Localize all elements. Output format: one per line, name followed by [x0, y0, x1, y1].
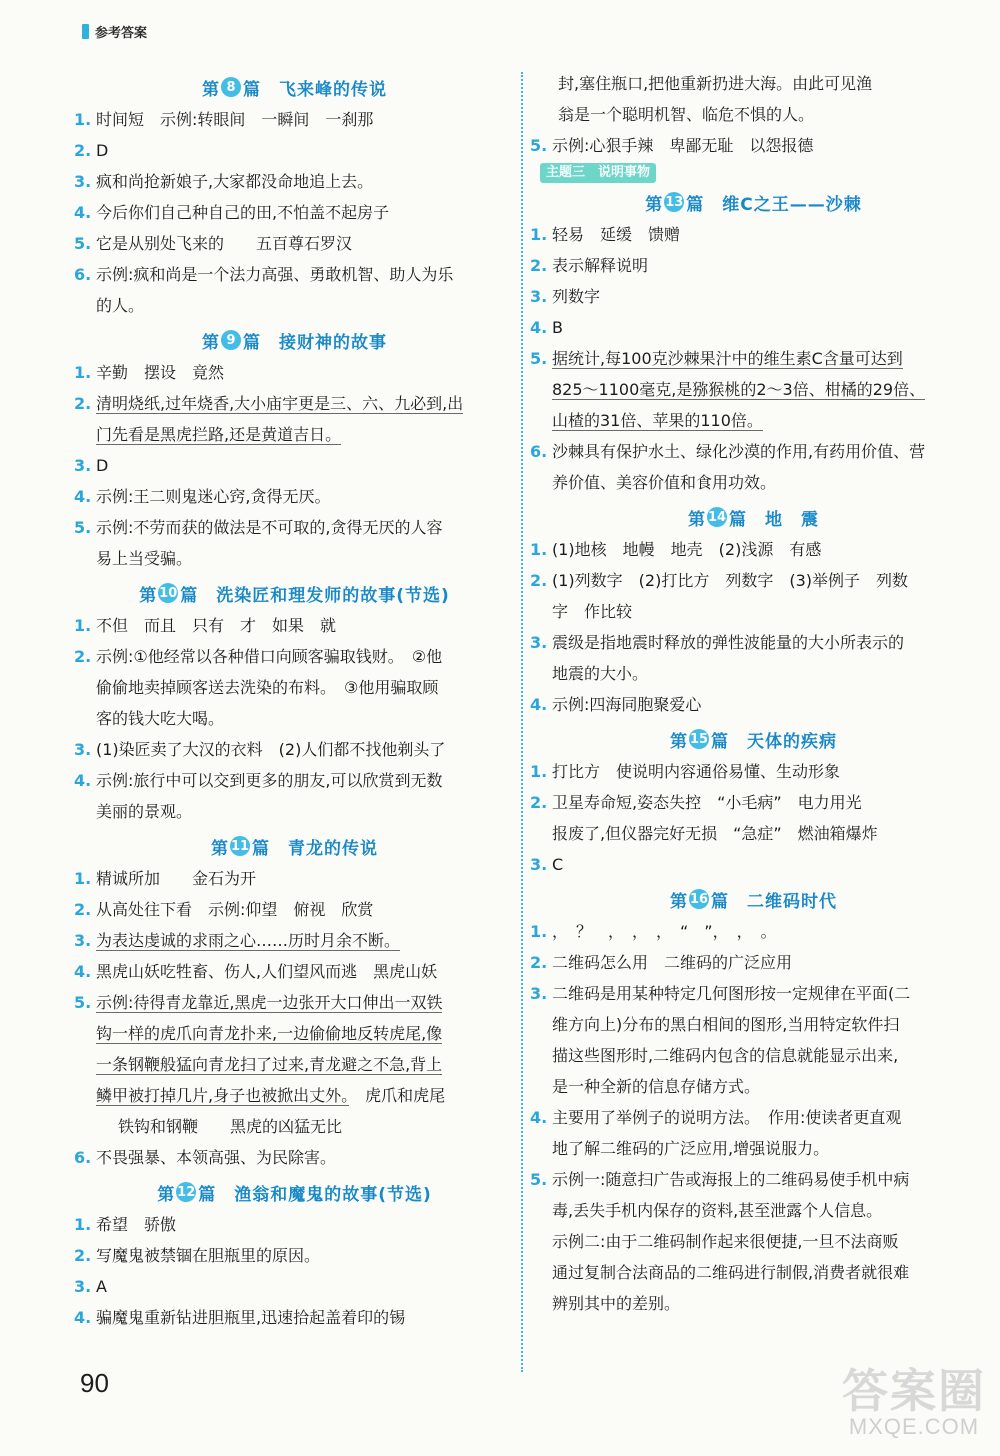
answer-item: 5. 示例一:随意扫广告或海报上的二维码易使手机中病 — [530, 1170, 910, 1189]
section-title: 第 10 篇 洗染匠和理发师的故事(节选) — [74, 578, 514, 608]
unit-label: 主题三 说明事物 — [540, 163, 656, 183]
answer-continuation: 字 作比较 — [552, 602, 633, 621]
section-name: 维C之王——沙棘 — [722, 194, 862, 215]
section-title: 第 9 篇 接财神的故事 — [74, 325, 514, 355]
section-title: 第 8 篇 飞来峰的传说 — [74, 72, 514, 102]
section-name: 飞来峰的传说 — [279, 79, 387, 100]
section-name: 洗染匠和理发师的故事(节选) — [216, 585, 450, 606]
answer-item: 4. 今后你们自己种自己的田,不怕盖不起房子 — [74, 203, 390, 222]
section-number-badge: 14 — [707, 507, 727, 527]
answer-item: 3. 二维码是用某种特定几何图形按一定规律在平面(二 — [530, 984, 911, 1003]
answer-item: 1. (1)地核 地幔 地壳 (2)浅源 有感 — [530, 540, 822, 559]
answer-continuation: 钩一样的虎爪向青龙扑来,一边偷偷地反转虎尾,像 — [96, 1024, 443, 1043]
section-title: 第 13 篇 维C之王——沙棘 — [530, 187, 976, 217]
header-label: 参考答案 — [95, 26, 148, 41]
answer-continuation: 翁是一个聪明机智、临危不惧的人。 — [558, 105, 815, 124]
section-number-badge: 15 — [689, 729, 709, 749]
answer-item: 4. 主要用了举例子的说明方法。 作用:使读者更直观 — [530, 1108, 902, 1127]
answer-item: 5. 示例:不劳而获的做法是不可取的,贪得无厌的人容 — [74, 518, 443, 537]
answer-item: 5. 据统计,每100克沙棘果汁中的维生素C含量可达到 — [530, 349, 903, 368]
section-number-badge: 11 — [230, 836, 250, 856]
answer-item: 1. 辛勤 摆设 竟然 — [74, 363, 225, 382]
answer-continuation: 山楂的31倍、苹果的110倍。 — [552, 411, 763, 430]
section-name: 渔翁和魔鬼的故事(节选) — [234, 1184, 432, 1205]
answer-item: 2. 卫星寿命短,姿态失控 “小毛病” 电力用光 — [530, 793, 862, 812]
section-number-badge: 8 — [221, 77, 241, 97]
answer-item: 2. 二维码怎么用 二维码的广泛应用 — [530, 953, 793, 972]
section-title: 第 15 篇 天体的疾病 — [530, 724, 976, 754]
answer-item: 4. 示例:旅行中可以交到更多的朋友,可以欣赏到无数 — [74, 771, 443, 790]
answer-item: 4. 示例:四海同胞聚爱心 — [530, 695, 702, 714]
answer-item: 6. 沙棘具有保护水土、绿化沙漠的作用,有药用价值、营 — [530, 442, 926, 461]
answer-continuation: 易上当受骗。 — [96, 549, 193, 568]
answer-item: 5. 示例:待得青龙靠近,黑虎一边张开大口伸出一双铁 — [74, 993, 443, 1012]
answer-continuation: 门先看是黑虎拦路,还是黄道吉日。 — [96, 425, 342, 444]
answer-item: 6. 示例:疯和尚是一个法力高强、勇敢机智、助人为乐 — [74, 265, 454, 284]
section-name: 接财神的故事 — [279, 332, 387, 353]
answer-continuation: 偷偷地卖掉顾客送去洗染的布料。 ③他用骗取顾 — [96, 678, 439, 697]
section-number-badge: 10 — [158, 583, 178, 603]
answer-continuation: 美丽的景观。 — [96, 802, 193, 821]
answer-item: 1. 不但 而且 只有 才 如果 就 — [74, 616, 337, 635]
answer-item: 1. ， ？ ， ， ， “ ”， ， 。 — [530, 922, 777, 941]
section-title: 第 16 篇 二维码时代 — [530, 884, 976, 914]
answer-continuation: 报废了,但仪器完好无损 “急症” 燃油箱爆炸 — [552, 824, 878, 843]
answer-item: 2. 示例:①他经常以各种借口向顾客骗取钱财。 ②他 — [74, 647, 443, 666]
left-column — [74, 68, 514, 1333]
answer-continuation: 通过复制合法商品的二维码进行制假,消费者就很难 — [552, 1263, 910, 1282]
section-header — [82, 22, 147, 41]
answer-item: 3. C — [530, 855, 564, 874]
section-number-badge: 12 — [176, 1182, 196, 1202]
answer-item: 2. 表示解释说明 — [530, 256, 649, 275]
answer-continuation: 示例二:由于二维码制作起来很便捷,一旦不法商贩 — [552, 1232, 899, 1251]
answer-continuation: 825～1100毫克,是猕猴桃的2～3倍、柑橘的29倍、 — [552, 380, 926, 399]
answer-continuation: 辨别其中的差别。 — [552, 1294, 681, 1313]
answer-item: 3. 为表达虔诚的求雨之心……历时月余不断。 — [74, 931, 401, 950]
answer-item: 5. 它是从别处飞来的 五百尊石罗汉 — [74, 234, 353, 253]
answer-item: 1. 希望 骄傲 — [74, 1215, 177, 1234]
section-name: 天体的疾病 — [747, 731, 837, 752]
answer-item: 4. 示例:王二则鬼迷心窍,贪得无厌。 — [74, 487, 331, 506]
answer-item: 1. 时间短 示例:转眼间 一瞬间 一刹那 — [74, 110, 374, 129]
answer-item: 3. 震级是指地震时释放的弹性波能量的大小所表示的 — [530, 633, 905, 652]
answer-continuation: 是一种全新的信息存储方式。 — [552, 1077, 761, 1096]
section-number-badge: 13 — [664, 192, 684, 212]
answer-item: 3. 列数字 — [530, 287, 601, 306]
answer-item: 1. 打比方 使说明内容通俗易懂、生动形象 — [530, 762, 841, 781]
section-name: 地 震 — [765, 509, 819, 530]
page-number: 90 — [80, 1368, 109, 1398]
answer-continuation: 养价值、美容价值和食用功效。 — [552, 473, 777, 492]
answer-continuation: 封,塞住瓶口,把他重新扔进大海。由此可见渔 — [558, 74, 873, 93]
answer-continuation: 描这些图形时,二维码内包含的信息就能显示出来, — [552, 1046, 899, 1065]
answer-continuation: 的人。 — [96, 296, 145, 315]
answer-item: 3. 疯和尚抢新娘子,大家都没命地追上去。 — [74, 172, 374, 191]
answer-item: 3. A — [74, 1277, 107, 1296]
answer-item: 6. 不畏强暴、本领高强、为民除害。 — [74, 1148, 337, 1167]
answer-item: 4. 黑虎山妖吃牲畜、伤人,人们望风而逃 黑虎山妖 — [74, 962, 438, 981]
section-title: 第 14 篇 地 震 — [530, 502, 976, 532]
section-number-badge: 16 — [689, 889, 709, 909]
section-title: 第 12 篇 渔翁和魔鬼的故事(节选) — [74, 1177, 514, 1207]
section-name: 青龙的传说 — [288, 838, 378, 859]
answer-item: 2. (1)列数字 (2)打比方 列数字 (3)举例子 列数 — [530, 571, 908, 590]
answer-item: 2. 写魔鬼被禁锢在胆瓶里的原因。 — [74, 1246, 321, 1265]
answer-continuation: 维方向上)分布的黑白相间的图形,当用特定软件扫 — [552, 1015, 900, 1034]
answer-item: 4. B — [530, 318, 563, 337]
answer-item: 2. D — [74, 141, 109, 160]
header-accent-bar — [82, 24, 89, 39]
answer-item: 2. 从高处往下看 示例:仰望 俯视 欣赏 — [74, 900, 374, 919]
answer-item: 4. 骗魔鬼重新钻进胆瓶里,迅速拾起盖着印的锡 — [74, 1308, 406, 1327]
answer-continuation: 鳞甲被打掉几片,身子也被掀出丈外。 虎爪和虎尾 — [96, 1086, 446, 1105]
answer-item: 3. (1)染匠卖了大汉的衣料 (2)人们都不找他剃头了 — [74, 740, 446, 759]
answer-item: 2. 清明烧纸,过年烧香,大小庙宇更是三、六、九必到,出 — [74, 394, 464, 413]
answer-continuation: 毒,丢失手机内保存的资料,甚至泄露个人信息。 — [552, 1201, 883, 1220]
answer-continuation: 铁钩和钢鞭 黑虎的凶猛无比 — [102, 1117, 343, 1136]
answer-item: 3. D — [74, 456, 109, 475]
section-number-badge: 9 — [221, 330, 241, 350]
watermark-small: MXQE.COM — [848, 1414, 980, 1439]
answer-item: 1. 精诚所加 金石为开 — [74, 869, 257, 888]
answer-item: 5. 示例:心狠手辣 卑鄙无耻 以怨报德 — [530, 136, 814, 155]
section-title: 第 11 篇 青龙的传说 — [74, 831, 514, 861]
answer-item: 1. 轻易 延缓 馈赠 — [530, 225, 681, 244]
answer-continuation: 地震的大小。 — [552, 664, 649, 683]
answer-continuation: 一条钢鞭般猛向青龙扫了过来,青龙避之不急,背上 — [96, 1055, 443, 1074]
answer-continuation: 地了解二维码的广泛应用,增强说服力。 — [552, 1139, 830, 1158]
watermark-big: 答案圈 — [842, 1365, 986, 1417]
answer-continuation: 客的钱大吃大喝。 — [96, 709, 225, 728]
right-column — [530, 68, 976, 1319]
watermark — [842, 1365, 986, 1440]
column-divider — [521, 72, 523, 1372]
section-name: 二维码时代 — [747, 891, 837, 912]
